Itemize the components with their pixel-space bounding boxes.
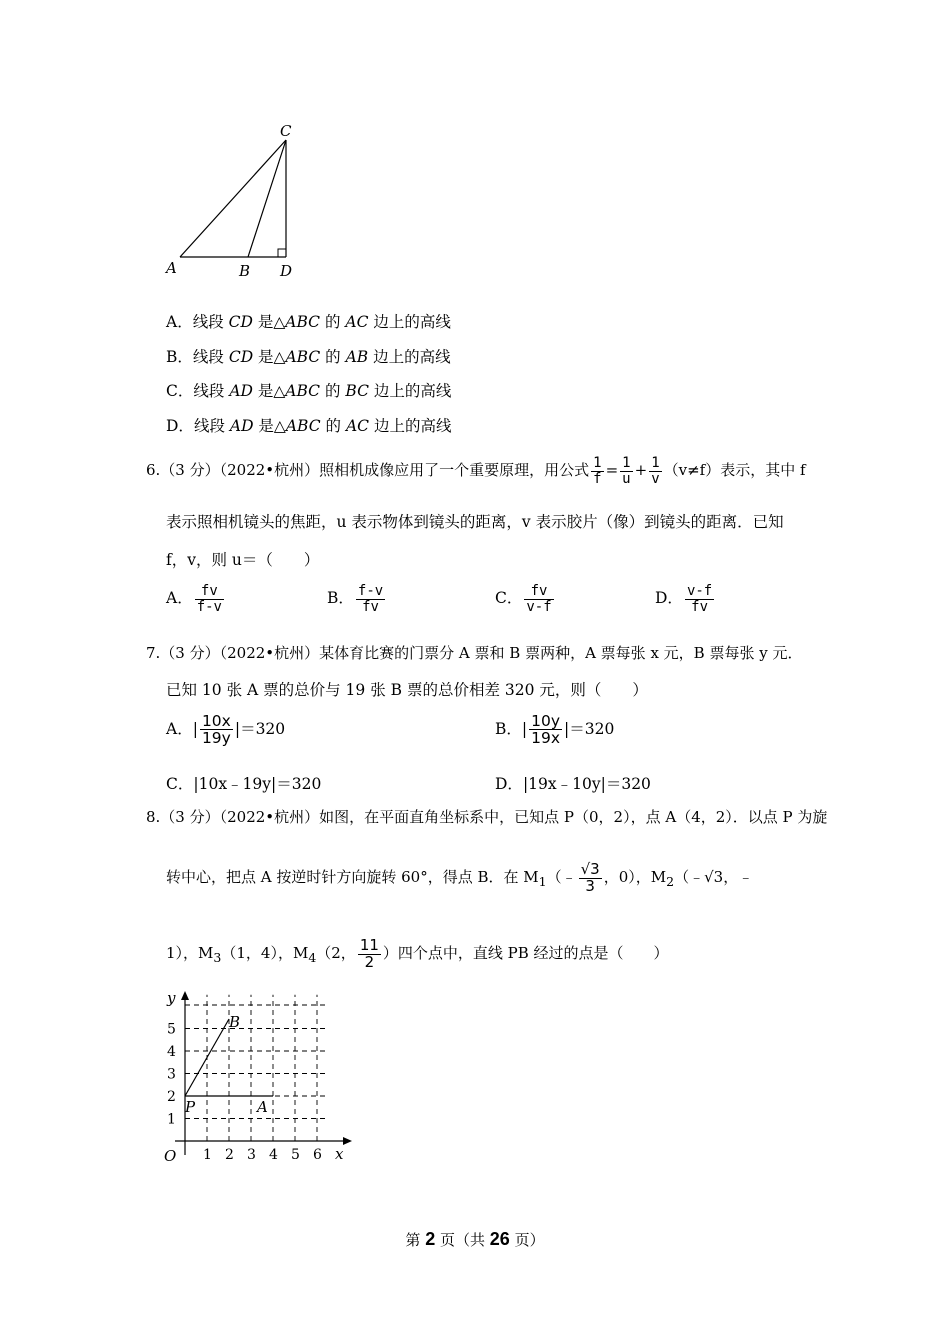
page-footer: 第 2 页（共 26 页） bbox=[405, 1229, 545, 1249]
origin-label: O bbox=[164, 1147, 177, 1165]
q8-line3: 1），$M_3(1$，4），$M_4(2$， $\frac{11}{2}$ ）四个点中，直线 PB 经过的点是（ ） bbox=[166, 935, 669, 971]
q6-line1: 6.（3 分）（2022•杭州）照相机成像应用了一个重要原理，用公式 $\frac{1}{f}$ = $\frac{1}{u}$ + $\frac{1}{v}$ （v≠f）表示，其中 f bbox=[146, 454, 806, 487]
x-tick-label: 4 bbox=[269, 1147, 278, 1163]
x-tick-label: 2 bbox=[225, 1147, 234, 1163]
right-angle-mark bbox=[278, 249, 286, 257]
q5-option-b[interactable]: B．线段 CD 是△ABC 的 AB 边上的高线 bbox=[166, 348, 451, 366]
q7-line2: 已知 10 张 A 票的总价与 19 张 B 票的总价相差 320 元，则（ ） bbox=[166, 681, 648, 699]
point-a-label: A bbox=[257, 1098, 268, 1116]
x-axis-arrow bbox=[343, 1137, 352, 1145]
triangle-figure bbox=[160, 118, 310, 283]
formula-1-over-u: $\frac{1}{u}$ bbox=[622, 454, 631, 487]
y-axis-arrow bbox=[181, 991, 189, 1000]
x-tick-label: 6 bbox=[313, 1147, 322, 1163]
q6-option-a[interactable]: A． $\frac{fv}{f-v}$ bbox=[166, 583, 222, 615]
x-tick-label: 5 bbox=[291, 1147, 300, 1163]
q6-line2: 表示照相机镜头的焦距，u 表示物体到镜头的距离，v 表示胶片（像）到镜头的距离．已知 bbox=[166, 513, 784, 531]
segment-ac bbox=[180, 140, 286, 257]
q7-option-a[interactable]: A．| $\frac{10x}{19y}$ |＝320 bbox=[166, 712, 286, 748]
q7-line1: 7.（3 分）（2022•杭州）某体育比赛的门票分 A 票和 B 票两种，A 票每张 x 元，B 票每张 y 元． bbox=[146, 644, 803, 662]
x-tick-label: 3 bbox=[247, 1147, 256, 1163]
q7-option-c[interactable]: C．|10x﹣19y|＝320 bbox=[166, 775, 322, 793]
q6-option-b[interactable]: B． $\frac{f-v}{fv}$ bbox=[327, 583, 384, 615]
point-b-label: B bbox=[229, 1013, 241, 1031]
point-p-label: P bbox=[185, 1098, 196, 1116]
q5-option-d[interactable]: D．线段 AD 是△ABC 的 AC 边上的高线 bbox=[166, 417, 452, 435]
y-tick-label: 4 bbox=[167, 1044, 176, 1060]
y-tick-label: 2 bbox=[167, 1089, 176, 1105]
label-d: D bbox=[280, 262, 293, 280]
label-a: A bbox=[166, 259, 177, 277]
y-axis-label: y bbox=[167, 989, 176, 1007]
label-c: C bbox=[280, 122, 292, 140]
q5-option-c[interactable]: C．线段 AD 是△ABC 的 BC 边上的高线 bbox=[166, 382, 452, 400]
q7-option-b[interactable]: B．| $\frac{10y}{19x}$ |＝320 bbox=[495, 712, 615, 748]
q8-line2: 转中心，把点 A 按逆时针方向旋转 60°，得点 B．在 $M_1(﹣$ $\frac{√3}{3}$ ，0），$M_2(﹣√3$，﹣ bbox=[166, 859, 754, 895]
x-tick-label: 1 bbox=[203, 1147, 212, 1163]
q8-line1: 8.（3 分）（2022•杭州）如图，在平面直角坐标系中，已知点 P（0，2），点 A（4，2）．以点 P 为旋 bbox=[146, 808, 828, 826]
q6-option-c[interactable]: C． $\frac{fv}{v-f}$ bbox=[495, 583, 552, 615]
label-b: B bbox=[239, 262, 251, 280]
q5-option-a[interactable]: A．线段 CD 是△ABC 的 AC 边上的高线 bbox=[166, 313, 451, 331]
y-tick-label: 5 bbox=[167, 1021, 176, 1038]
formula-1-over-v: $\frac{1}{v}$ bbox=[651, 454, 660, 487]
coordinate-graph bbox=[155, 985, 365, 1170]
q6-line3: f，v，则 u＝（ ） bbox=[166, 551, 320, 569]
segment-bc bbox=[248, 140, 286, 257]
x-axis-label: x bbox=[335, 1145, 344, 1163]
y-tick-label: 3 bbox=[167, 1066, 176, 1083]
formula-1-over-f: $\frac{1}{f}$ bbox=[593, 454, 602, 487]
q6-option-d[interactable]: D． $\frac{v-f}{fv}$ bbox=[655, 583, 713, 615]
q7-option-d[interactable]: D．|19x﹣10y|＝320 bbox=[495, 775, 651, 793]
y-tick-label: 1 bbox=[167, 1111, 176, 1128]
